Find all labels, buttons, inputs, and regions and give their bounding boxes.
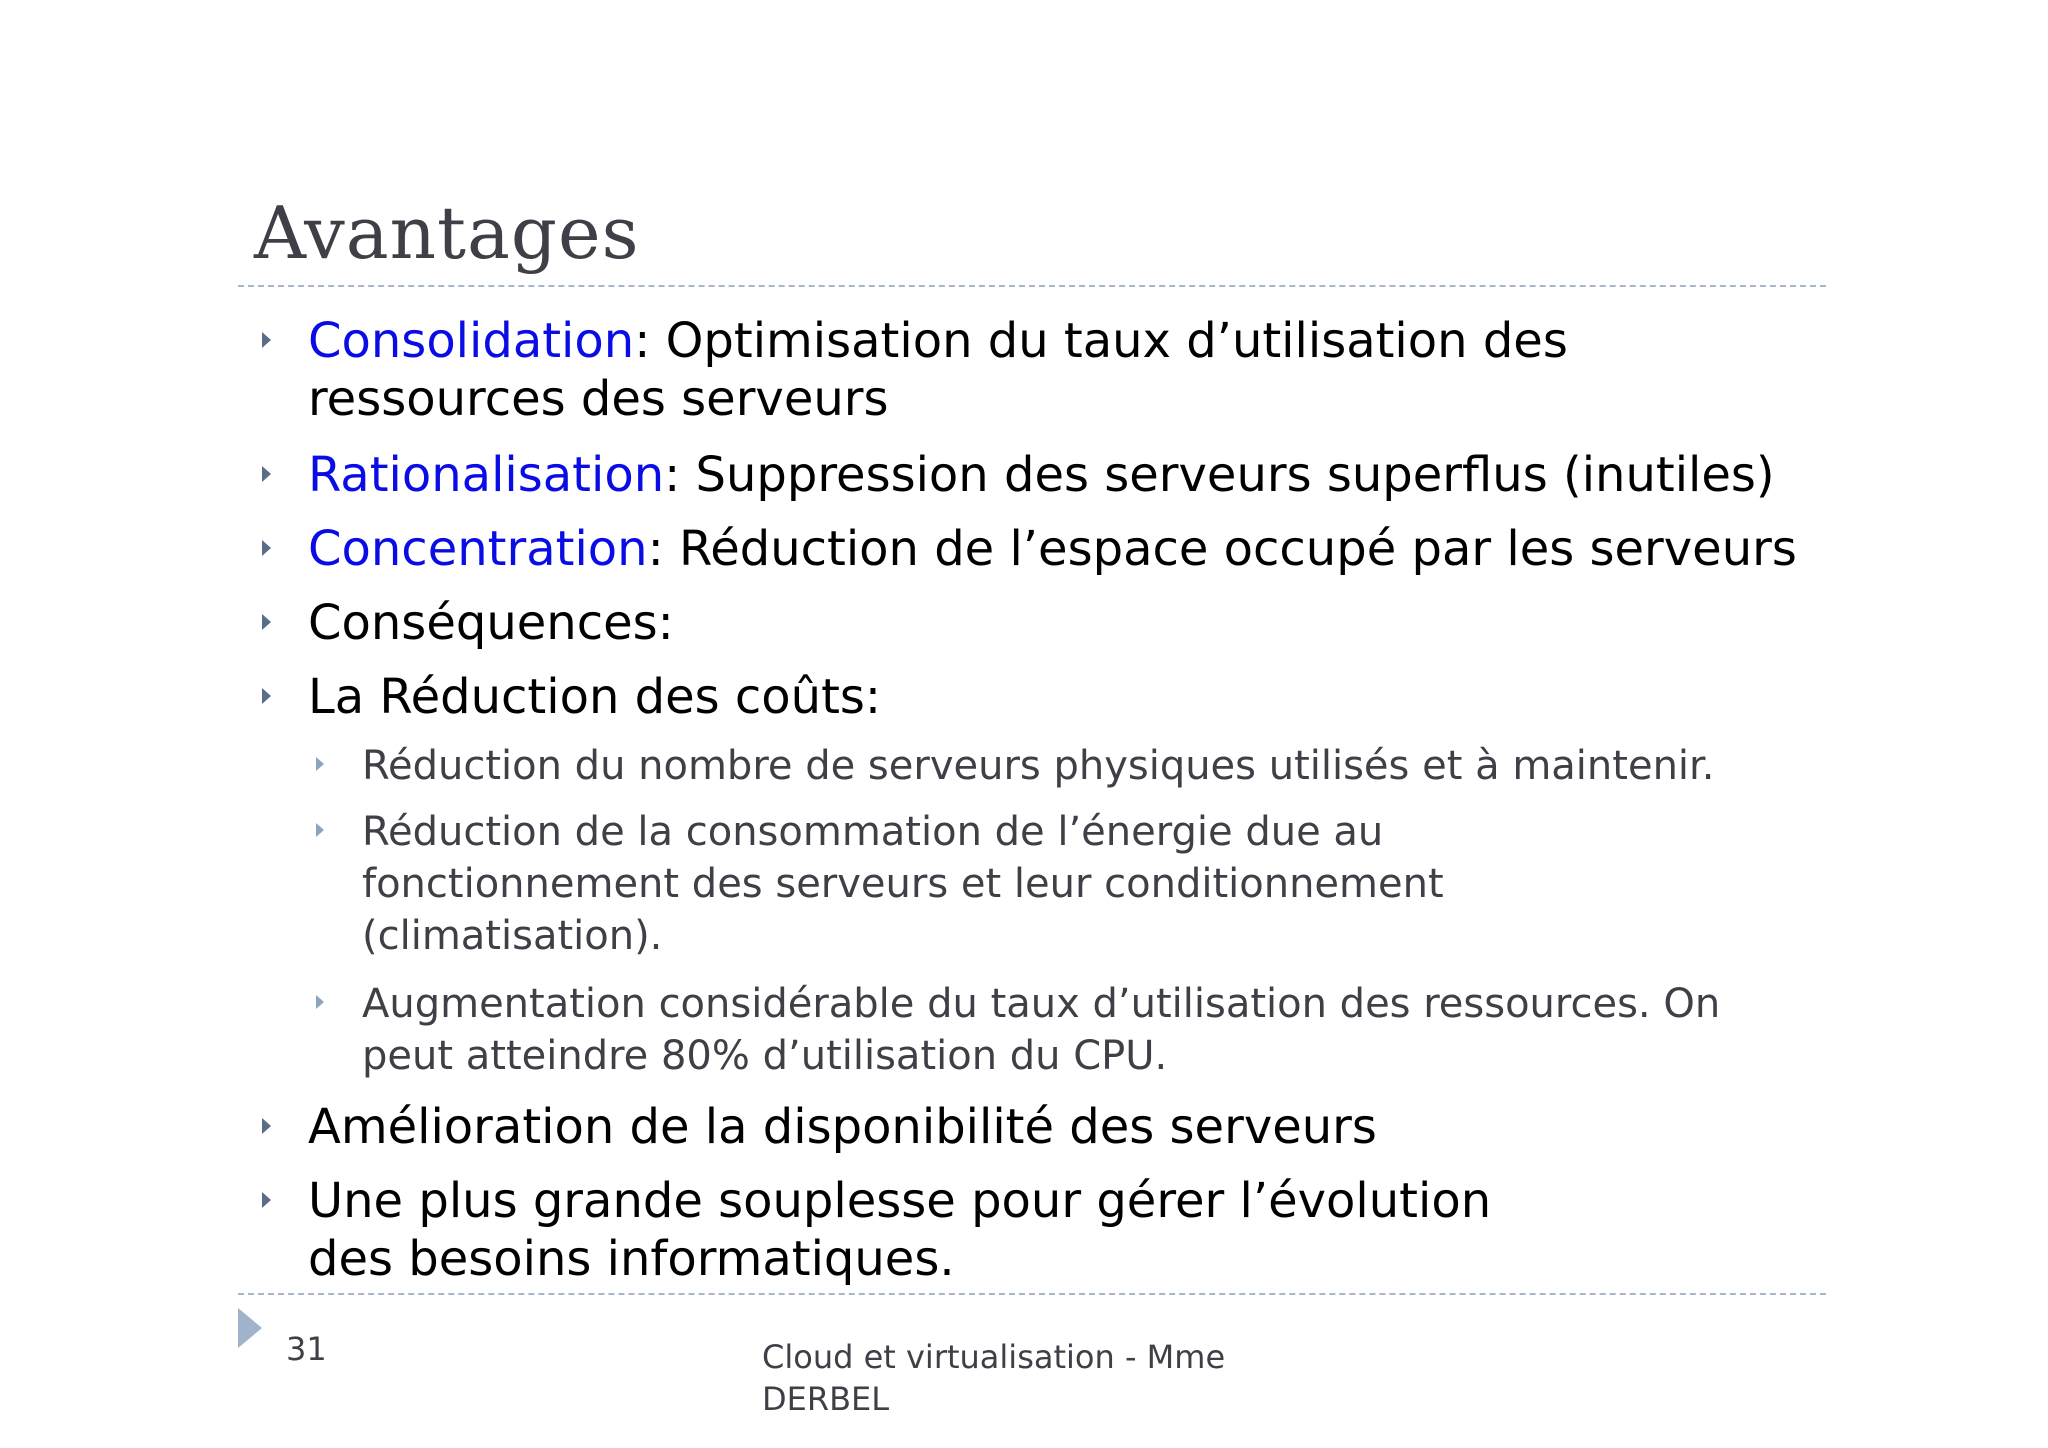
bullet-keyword: Rationalisation: [308, 447, 665, 503]
sub-bullet-item: [362, 740, 1782, 792]
bullet-item: [308, 668, 1808, 726]
bullet-description: : Optimisation du taux d’utilisation des ressources des serveurs: [308, 313, 1568, 427]
bullet-item: [308, 520, 1808, 578]
slide-title: Avantages: [254, 191, 640, 275]
bullet-keyword: Consolidation: [308, 313, 635, 369]
sub-bullet-text: Réduction du nombre de serveurs physiques utilisés et à maintenir.: [362, 743, 1715, 789]
sub-bullet-arrow-icon: [316, 757, 324, 771]
sub-bullet-arrow-icon: [316, 823, 324, 837]
footer-triangle-icon: [238, 1308, 262, 1348]
bullet-text: [308, 312, 1808, 428]
footer-text: Cloud et virtualisation - Mme DERBEL: [762, 1338, 1226, 1418]
bullet-text: [308, 520, 1808, 578]
bullet-keyword: Concentration: [308, 521, 648, 577]
bullet-text: La Réduction des coûts:: [308, 669, 882, 725]
bullet-item: [308, 312, 1808, 428]
sub-bullet-arrow-icon: [316, 995, 324, 1009]
sub-bullet-text: Réduction de la consommation de l’énergie due au fonctionnement des serveurs et leur conditionnement (climatisation).: [362, 809, 1444, 959]
bullet-description: : Réduction de l’espace occupé par les serveurs: [647, 521, 1797, 577]
sub-bullet-text: Augmentation considérable du taux d’utilisation des ressources. On peut atteindre 80% d’utilisation du CPU.: [362, 981, 1721, 1079]
title-divider: [238, 285, 1826, 287]
bullet-arrow-icon: [262, 1118, 271, 1134]
bullet-arrow-icon: [262, 466, 271, 482]
bullet-arrow-icon: [262, 614, 271, 630]
bullet-text: Amélioration de la disponibilité des serveurs: [308, 1099, 1377, 1155]
bullet-arrow-icon: [262, 688, 271, 704]
bullet-text: Une plus grande souplesse pour gérer l’évolution des besoins informatiques.: [308, 1173, 1492, 1287]
bullet-item: [308, 446, 1808, 504]
bullet-item: [308, 594, 1808, 652]
sub-bullet-item: [362, 978, 1802, 1082]
sub-bullet-item: [362, 806, 1502, 962]
bullet-item: [308, 1172, 1588, 1288]
footer-divider: [238, 1293, 1826, 1295]
bullet-arrow-icon: [262, 332, 271, 348]
bullet-text: [308, 446, 1808, 504]
bullet-text: Conséquences:: [308, 595, 674, 651]
bullet-description: : Suppression des serveurs superflus (inutiles): [664, 447, 1775, 503]
bullet-arrow-icon: [262, 1192, 271, 1208]
bullet-item: [308, 1098, 1808, 1156]
bullet-arrow-icon: [262, 540, 271, 556]
page-number: 31: [286, 1330, 327, 1368]
